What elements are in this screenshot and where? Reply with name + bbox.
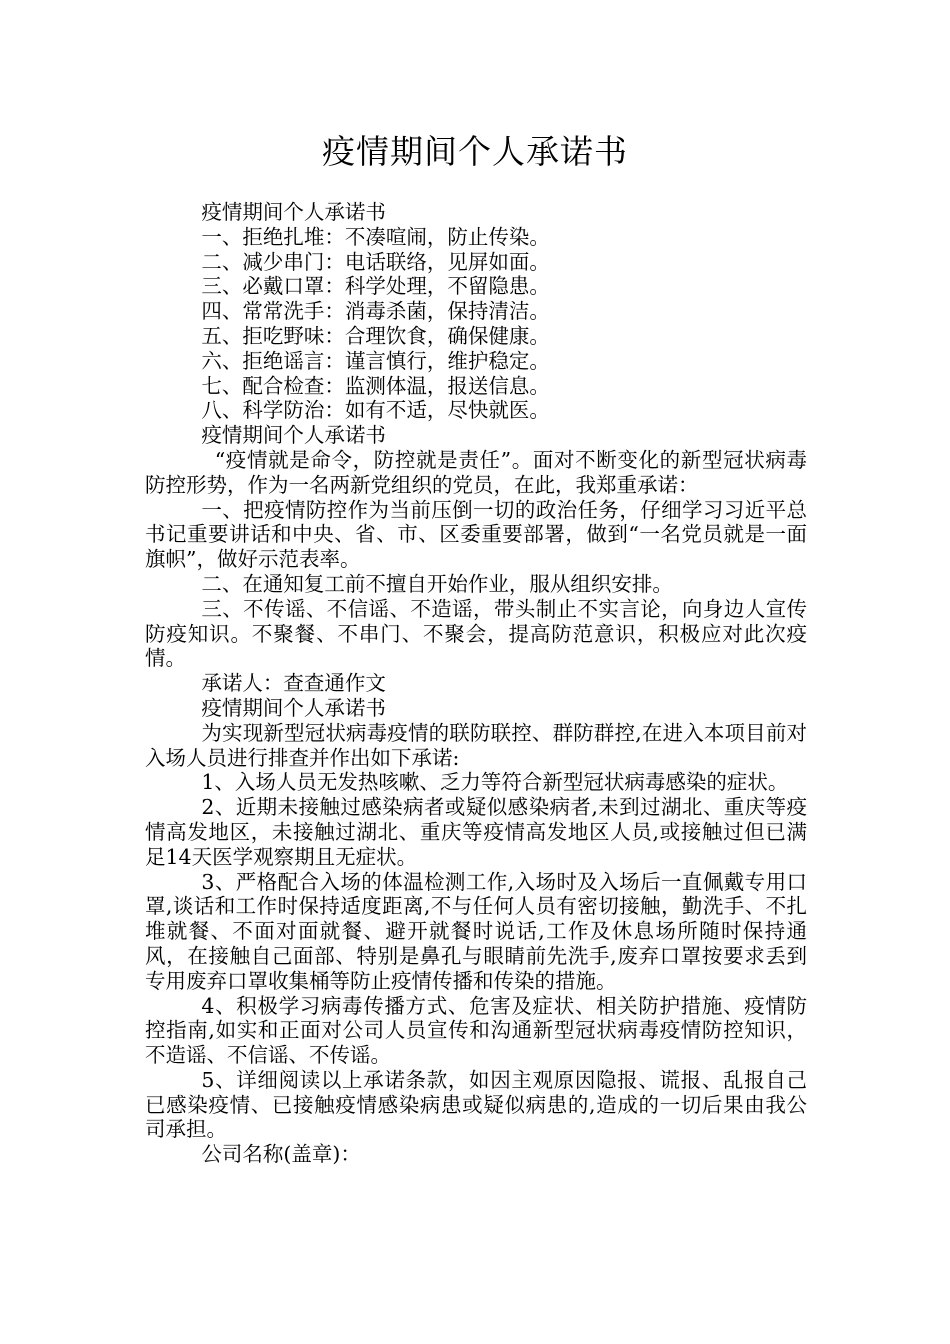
subtitle-2: 疫情期间个人承诺书 xyxy=(201,423,386,448)
slogan-item-6: 六、拒绝谣言：谨言慎行，维护稳定。 xyxy=(201,348,550,373)
company-pledge-4: 4、积极学习病毒传播方式、危害及症状、相关防护措施、疫情防控指南,如实和正面对公司人员宣传和沟通新型冠状病毒疫情防控知识，不造谣、不信谣、不传谣。 xyxy=(145,993,807,1068)
company-intro-paragraph: 为实现新型冠状病毒疫情的联防联控、群防群控,在进入本项目前对入场人员进行排查并作出如下承诺: xyxy=(145,720,807,770)
party-pledge-2: 二、在通知复工前不擅自开始作业，服从组织安排。 xyxy=(201,571,673,596)
party-intro-paragraph: “疫情就是命令，防控就是责任”。面对不断变化的新型冠状病毒防控形势，作为一名两新党组织的党员，在此，我郑重承诺： xyxy=(145,447,807,497)
slogan-item-5: 五、拒吃野味：合理饮食，确保健康。 xyxy=(201,323,550,348)
party-pledge-3: 三、不传谣、不信谣、不造谣，带头制止不实言论，向身边人宣传防疫知识。不聚餐、不串门、不聚会，提高防范意识，积极应对此次疫情。 xyxy=(145,596,807,671)
company-pledge-5: 5、详细阅读以上承诺条款，如因主观原因隐报、谎报、乱报自己已感染疫情、已接触疫情感染病患或疑似病患的,造成的一切后果由我公司承担。 xyxy=(145,1067,807,1142)
slogan-item-3: 三、必戴口罩：科学处理，不留隐患。 xyxy=(201,274,550,299)
subtitle-3: 疫情期间个人承诺书 xyxy=(201,695,386,720)
subtitle-1: 疫情期间个人承诺书 xyxy=(201,200,386,224)
slogan-item-2: 二、减少串门：电话联络，见屏如面。 xyxy=(201,249,550,274)
company-pledge-2: 2、近期未接触过感染病者或疑似感染病者,未到过湖北、重庆等疫情高发地区，未接触过湖北、重庆等疫情高发地区人员,或接触过但已满足14天医学观察期且无症状。 xyxy=(145,795,807,869)
document-body xyxy=(145,200,807,1167)
signatory-line: 承诺人：查查通作文 xyxy=(201,671,386,696)
company-pledge-1: 1、入场人员无发热咳嗽、乏力等符合新型冠状病毒感染的症状。 xyxy=(201,770,789,795)
company-pledge-3: 3、严格配合入场的体温检测工作,入场时及入场后一直佩戴专用口罩,谈话和工作时保持适度距离,不与任何人员有密切接触，勤洗手、不扎堆就餐、不面对面就餐、避开就餐时说话,工作及休息场所随时保持通风，在接触自己面部、特别是鼻孔与眼睛前先洗手,废弃口罩按要求丢到专用废弃口罩收集桶等防止疫情传播和传染的措施。 xyxy=(145,869,807,993)
party-pledge-1: 一、把疫情防控作为当前压倒一切的政治任务，仔细学习习近平总书记重要讲话和中央、省、市、区委重要部署，做到“一名党员就是一面旗帜”，做好示范表率。 xyxy=(145,497,807,572)
company-name-seal-line: 公司名称(盖章)： xyxy=(201,1142,361,1167)
slogan-item-1: 一、拒绝扎堆：不凑喧闹，防止传染。 xyxy=(201,224,550,249)
document-title: 疫情期间个人承诺书 xyxy=(322,132,628,171)
slogan-item-8: 八、科学防治：如有不适，尽快就医。 xyxy=(201,398,550,423)
slogan-item-4: 四、常常洗手：消毒杀菌，保持清洁。 xyxy=(201,299,550,324)
slogan-item-7: 七、配合检查：监测体温，报送信息。 xyxy=(201,373,550,398)
